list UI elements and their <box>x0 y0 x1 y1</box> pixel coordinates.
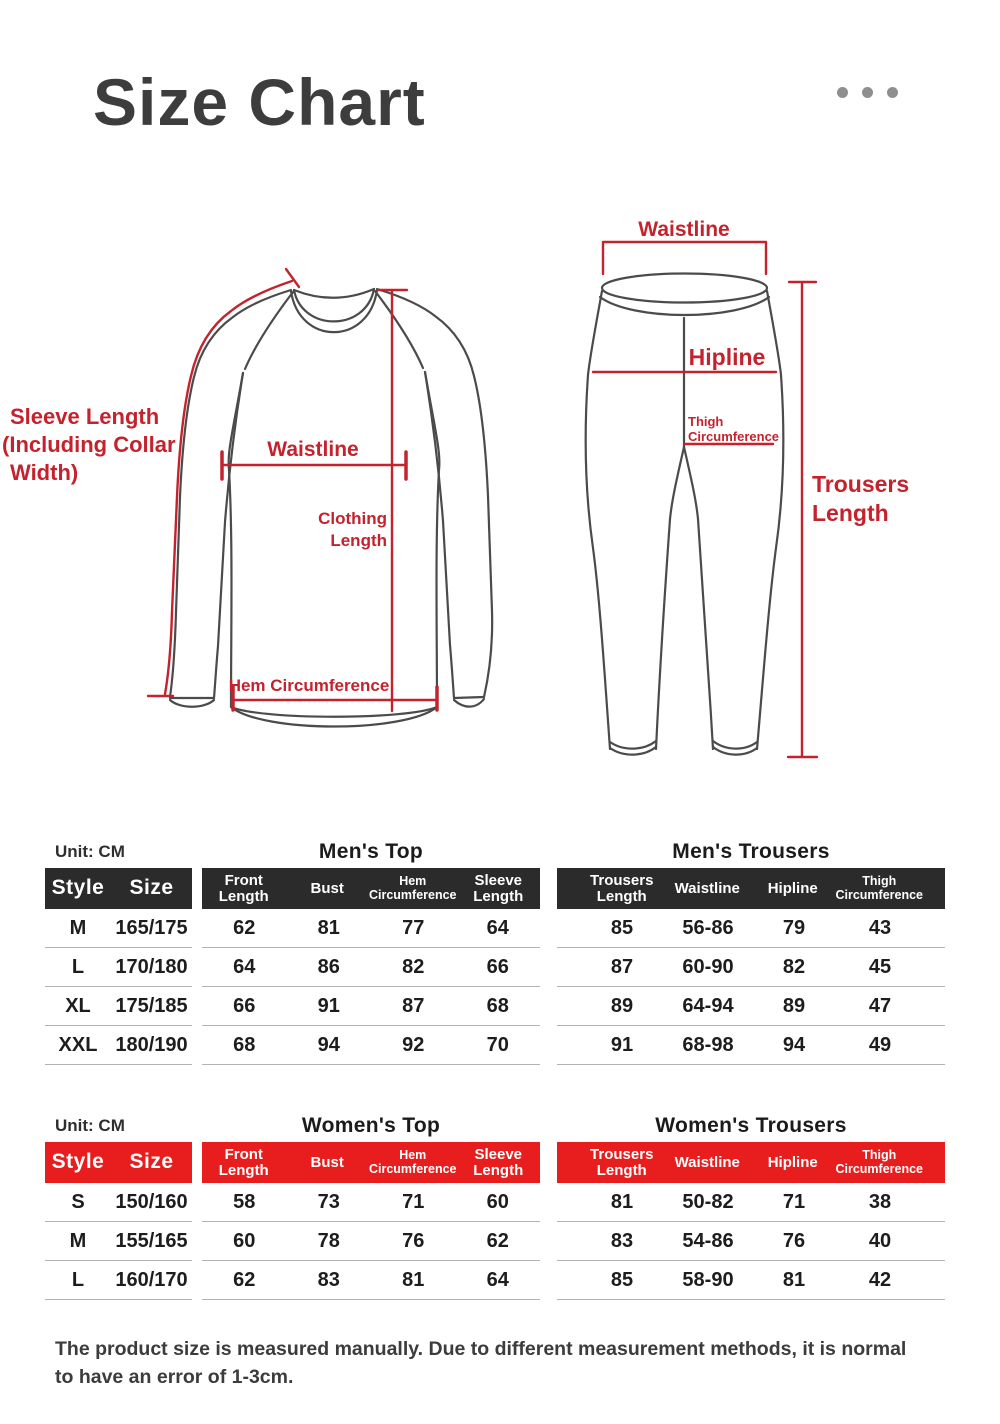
table-cell: 180/190 <box>115 1033 188 1056</box>
trousers-waistband <box>600 297 769 315</box>
trousers-length-label: Length <box>812 500 889 526</box>
shirt-left-cuff <box>170 698 214 707</box>
trousers-waistline-label: Waistline <box>638 218 730 241</box>
table-cell: 64-94 <box>682 994 734 1017</box>
measurement-diagram <box>0 185 1000 820</box>
hipline-label: Hipline <box>688 344 766 370</box>
sleeve-length-label: (Including Collar <box>2 432 176 457</box>
table-cell: 60 <box>486 1190 509 1213</box>
table-cell: 82 <box>782 955 806 978</box>
table-cell: 85 <box>610 916 634 939</box>
table-cell: 64 <box>233 955 256 978</box>
measurement-note: The product size is measured manually. Due to different measurement methods, it is normal to have an error of 1-3cm. <box>55 1338 907 1388</box>
column-header-cell: Bust <box>310 1153 344 1171</box>
table-cell: 68-98 <box>682 1033 734 1056</box>
shirt-right-cuff <box>454 697 484 707</box>
trousers-length-label: Trousers <box>812 471 910 497</box>
table-row <box>557 1222 945 1261</box>
table-header <box>45 1142 192 1183</box>
table-header <box>202 1142 540 1183</box>
table-cell: 66 <box>486 955 509 978</box>
trousers-left-side <box>586 291 610 749</box>
table-cell: 150/160 <box>115 1190 188 1213</box>
table-row <box>557 987 945 1026</box>
column-header-cell: Sleeve Length <box>473 871 524 905</box>
table-cell: 73 <box>317 1190 340 1213</box>
table-row <box>45 1222 192 1261</box>
table-cell: 66 <box>233 994 256 1017</box>
column-header-cell: Front Length <box>218 1145 269 1179</box>
mens-top-title: Men's Top <box>318 840 424 863</box>
unit-label: Unit: CM <box>55 842 125 861</box>
column-header-cell: Thigh Circumference <box>835 1148 924 1176</box>
shirt-right-raglan-seam <box>375 291 423 368</box>
size-header-cell: Size <box>129 1150 174 1174</box>
table-body <box>202 1183 540 1300</box>
table-cell: 60-90 <box>682 955 734 978</box>
table-cell: 71 <box>782 1190 806 1213</box>
table-cell: 91 <box>317 994 340 1017</box>
mens-trousers-title: Men's Trousers <box>672 840 830 863</box>
table-cell: 87 <box>402 994 425 1017</box>
table-cell: 45 <box>868 955 892 978</box>
table-cell: 81 <box>782 1268 806 1291</box>
size-header-cell: Size <box>129 876 174 900</box>
womens-top-table <box>202 1142 540 1300</box>
thigh-circumference-label: Circumference <box>688 429 780 444</box>
mens-trousers-table <box>557 868 945 1065</box>
table-cell: 160/170 <box>115 1268 188 1291</box>
dot-icon <box>862 87 873 98</box>
table-row <box>202 987 540 1026</box>
shirt-collar <box>291 290 377 332</box>
shirt-left-sleeve <box>214 373 243 698</box>
column-header-cell: Thigh Circumference <box>835 874 924 902</box>
shirt-waistline-label: Waistline <box>267 438 359 461</box>
column-header-cell: Bust <box>310 879 344 897</box>
table-cell: 49 <box>868 1033 892 1056</box>
table-cell: 58 <box>233 1190 256 1213</box>
table-cell: 94 <box>317 1033 340 1056</box>
page-title: Size Chart <box>93 65 426 139</box>
table-cell: L <box>71 955 85 978</box>
column-header-cell: Front Length <box>218 871 269 905</box>
table-header <box>45 868 192 909</box>
table-row <box>557 1261 945 1300</box>
table-row <box>557 948 945 987</box>
table-cell: 62 <box>486 1229 509 1252</box>
mens-top-table <box>202 868 540 1065</box>
thigh-circumference-label: Thigh <box>688 414 724 429</box>
shirt-left-raglan-seam <box>245 292 293 369</box>
table-cell: 68 <box>486 994 509 1017</box>
table-row <box>45 948 192 987</box>
table-body <box>557 1183 945 1300</box>
table-cell: 50-82 <box>682 1190 734 1213</box>
table-cell: 82 <box>402 955 425 978</box>
table-cell: 155/165 <box>115 1229 188 1252</box>
table-cell: 91 <box>610 1033 634 1056</box>
table-row <box>202 948 540 987</box>
table-cell: XXL <box>58 1033 98 1056</box>
shirt-collar <box>294 289 374 298</box>
dot-icon <box>887 87 898 98</box>
shirt-right-sleeve <box>425 372 454 698</box>
table-cell: 165/175 <box>115 916 188 939</box>
unit-label: Unit: CM <box>55 1116 125 1135</box>
table-cell: 87 <box>610 955 634 978</box>
table-row <box>45 1183 192 1222</box>
table-body <box>202 909 540 1065</box>
column-header-cell: Hem Circumference <box>368 874 457 902</box>
table-cell: 85 <box>610 1268 634 1291</box>
shirt-hem <box>231 707 437 727</box>
womens-top-title: Women's Top <box>301 1114 441 1137</box>
trousers-measurement-lines <box>593 242 817 757</box>
table-cell: 42 <box>868 1268 892 1291</box>
column-header-cell: Hipline <box>767 1153 818 1171</box>
table-cell: XL <box>65 994 91 1017</box>
table-body <box>45 1183 192 1300</box>
table-row <box>202 1222 540 1261</box>
column-header-cell: Trousers Length <box>590 871 654 905</box>
table-cell: 43 <box>868 916 892 939</box>
style-header-cell: Style <box>51 876 105 900</box>
table-header <box>557 1142 945 1183</box>
table-cell: 77 <box>402 916 425 939</box>
womens-trousers-table <box>557 1142 945 1300</box>
table-cell: 89 <box>610 994 634 1017</box>
column-header-cell: Sleeve Length <box>473 1145 524 1179</box>
table-cell: 81 <box>317 916 340 939</box>
table-cell: 54-86 <box>682 1229 734 1252</box>
column-header-cell: Hem Circumference <box>368 1148 457 1176</box>
table-row <box>557 909 945 948</box>
table-cell: 76 <box>402 1229 425 1252</box>
table-cell: 89 <box>782 994 806 1017</box>
table-cell: 70 <box>486 1033 509 1056</box>
table-cell: 68 <box>233 1033 256 1056</box>
table-cell: 94 <box>782 1033 806 1056</box>
womens-style-size-table <box>45 1142 192 1300</box>
table-cell: 170/180 <box>115 955 188 978</box>
table-cell: 58-90 <box>682 1268 734 1291</box>
table-cell: 83 <box>610 1229 634 1252</box>
table-cell: 47 <box>868 994 892 1017</box>
table-row <box>202 1261 540 1300</box>
table-body <box>45 909 192 1065</box>
table-cell: S <box>71 1190 85 1213</box>
table-row <box>202 1026 540 1065</box>
trousers-left-cuff <box>610 741 656 755</box>
clothing-length-label: Length <box>330 531 387 550</box>
table-cell: L <box>71 1268 85 1291</box>
table-row <box>557 1026 945 1065</box>
trousers-left-inner-leg <box>656 447 684 749</box>
table-row <box>202 909 540 948</box>
trousers-right-inner-leg <box>684 447 713 749</box>
table-cell: 40 <box>868 1229 892 1252</box>
table-cell: 78 <box>317 1229 340 1252</box>
table-cell: 71 <box>402 1190 425 1213</box>
table-cell: 175/185 <box>115 994 188 1017</box>
sleeve-length-label: Sleeve Length <box>10 404 160 429</box>
table-cell: 92 <box>402 1033 425 1056</box>
clothing-length-line <box>378 290 407 711</box>
table-cell: 81 <box>402 1268 425 1291</box>
table-body <box>557 909 945 1065</box>
table-header <box>557 868 945 909</box>
table-cell: 86 <box>317 955 340 978</box>
table-row <box>45 1261 192 1300</box>
trousers-right-cuff <box>713 741 757 755</box>
shirt-labels <box>2 404 389 695</box>
table-cell: M <box>69 1229 87 1252</box>
table-cell: M <box>69 916 87 939</box>
shirt-diagram <box>170 289 492 727</box>
trousers-waistband <box>602 274 767 303</box>
womens-trousers-title: Women's Trousers <box>655 1114 847 1137</box>
table-cell: 64 <box>486 916 509 939</box>
table-cell: 79 <box>782 916 806 939</box>
table-cell: 76 <box>782 1229 806 1252</box>
table-cell: 64 <box>486 1268 509 1291</box>
hem-circumference-label: Hem Circumference <box>228 676 390 695</box>
table-cell: 38 <box>868 1190 892 1213</box>
table-row <box>45 1026 192 1065</box>
more-dots-icon <box>837 87 898 98</box>
table-cell: 62 <box>233 916 256 939</box>
dot-icon <box>837 87 848 98</box>
column-header-cell: Trousers Length <box>590 1145 654 1179</box>
column-header-cell: Waistline <box>674 879 740 897</box>
table-row <box>45 909 192 948</box>
column-header-cell: Hipline <box>767 879 818 897</box>
table-cell: 83 <box>317 1268 340 1291</box>
style-header-cell: Style <box>51 1150 105 1174</box>
table-cell: 62 <box>233 1268 256 1291</box>
mens-style-size-table <box>45 868 192 1065</box>
table-cell: 81 <box>610 1190 634 1213</box>
table-cell: 56-86 <box>682 916 734 939</box>
trousers-waistline-bracket <box>603 242 766 274</box>
table-row <box>45 987 192 1026</box>
table-row <box>557 1183 945 1222</box>
shirt-measurement-lines <box>148 269 437 711</box>
sleeve-length-label: Width) <box>10 460 79 485</box>
clothing-length-label: Clothing <box>318 509 387 528</box>
shirt-right-sleeve <box>377 289 492 697</box>
table-header <box>202 868 540 909</box>
sleeve-length-line <box>286 269 299 287</box>
table-row <box>202 1183 540 1222</box>
column-header-cell: Waistline <box>674 1153 740 1171</box>
table-cell: 60 <box>233 1229 256 1252</box>
